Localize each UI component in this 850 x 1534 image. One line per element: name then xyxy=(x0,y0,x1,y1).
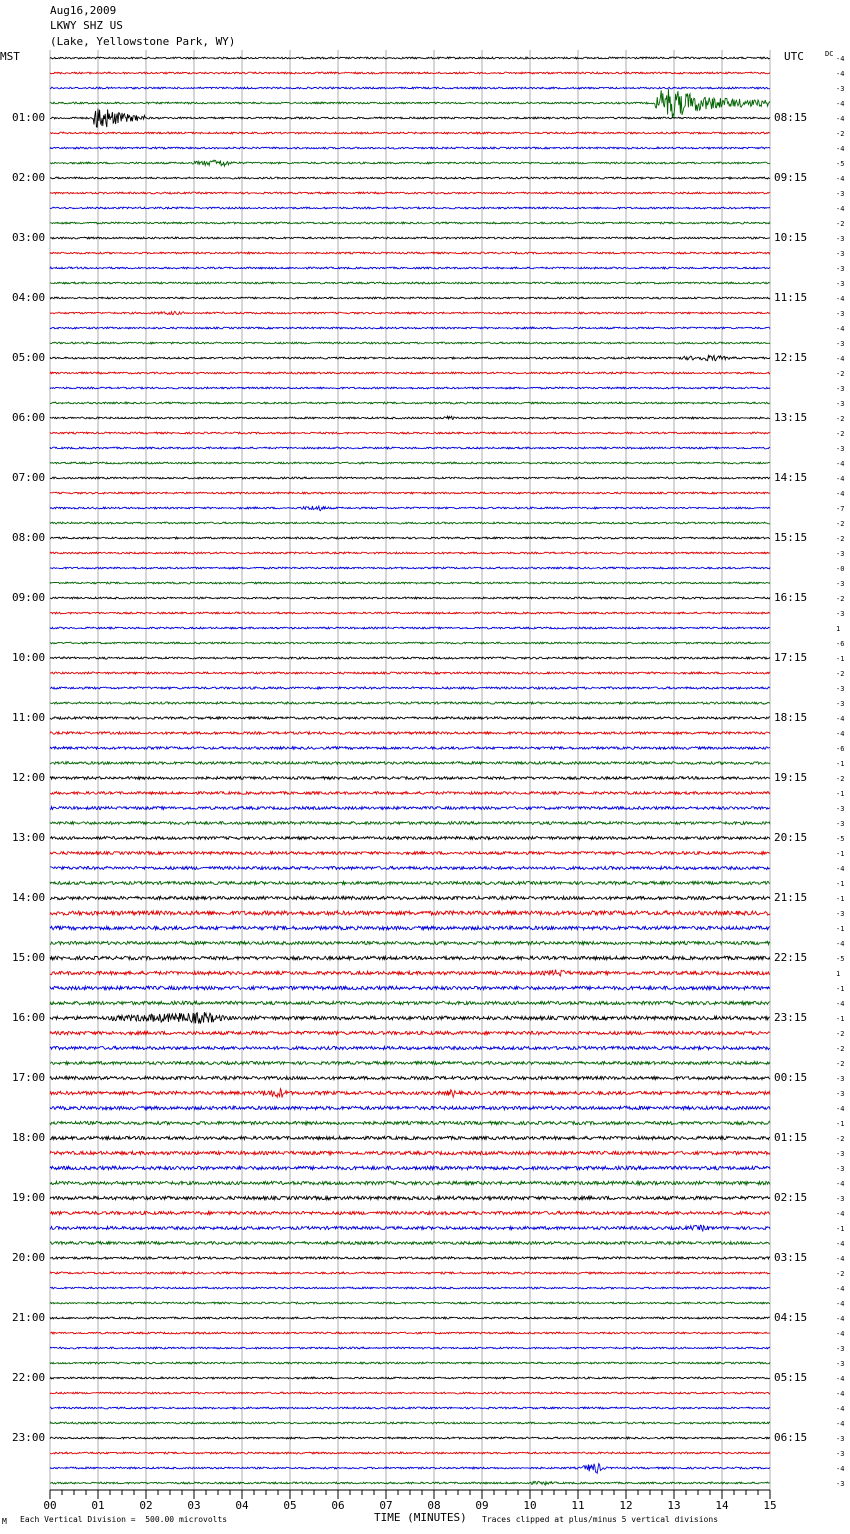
dc-offset-row-31: -2 xyxy=(836,520,845,528)
x-tick-label-07: 07 xyxy=(379,1499,393,1512)
dc-offset-row-32: -2 xyxy=(836,535,845,543)
trace-row-80 xyxy=(50,1257,770,1259)
right-hour-label: 12:15 xyxy=(774,351,808,364)
dc-offset-row-65: -2 xyxy=(836,1030,845,1038)
dc-offset-row-80: -4 xyxy=(836,1255,845,1263)
trace-row-46 xyxy=(50,747,770,750)
trace-row-72 xyxy=(50,1136,770,1139)
left-hour-label: 09:00 xyxy=(12,591,46,604)
trace-row-51 xyxy=(50,822,770,825)
right-hour-label: 02:15 xyxy=(774,1191,808,1204)
trace-row-63 xyxy=(50,1001,770,1004)
trace-row-28 xyxy=(50,477,770,479)
dc-offset-row-40: -1 xyxy=(836,655,845,663)
trace-row-30 xyxy=(50,506,770,511)
dc-offset-row-55: -1 xyxy=(836,880,845,888)
trace-row-14 xyxy=(50,267,770,269)
dc-offset-row-77: -4 xyxy=(836,1210,845,1218)
trace-row-55 xyxy=(50,882,770,885)
clip-note: Traces clipped at plus/minus 5 vertical divisions xyxy=(482,1515,719,1524)
dc-offset-row-16: -4 xyxy=(836,295,845,303)
trace-row-4 xyxy=(50,109,770,128)
dc-offset-row-41: -2 xyxy=(836,670,845,678)
dc-offset-row-57: -3 xyxy=(836,910,845,918)
left-hour-label: 14:00 xyxy=(12,891,46,904)
trace-row-45 xyxy=(50,732,770,735)
trace-row-34 xyxy=(50,567,770,569)
trace-row-8 xyxy=(50,177,770,179)
trace-row-43 xyxy=(50,702,770,704)
trace-row-57 xyxy=(50,911,770,915)
trace-row-27 xyxy=(50,462,770,464)
left-hour-label: 19:00 xyxy=(12,1191,46,1204)
dc-offset-row-85: -4 xyxy=(836,1330,845,1338)
trace-row-75 xyxy=(50,1181,770,1184)
dc-offset-row-25: -2 xyxy=(836,430,845,438)
dc-offset-row-89: -4 xyxy=(836,1390,845,1398)
dc-offset-row-74: -3 xyxy=(836,1165,845,1173)
right-hour-label: 15:15 xyxy=(774,531,808,544)
right-hour-label: 18:15 xyxy=(774,711,808,724)
right-hour-label: 09:15 xyxy=(774,171,808,184)
left-hour-label: 06:00 xyxy=(12,411,46,424)
trace-row-73 xyxy=(50,1151,770,1154)
trace-row-47 xyxy=(50,762,770,765)
trace-row-33 xyxy=(50,552,770,554)
left-hour-label: 07:00 xyxy=(12,471,46,484)
dc-offset-row-21: -2 xyxy=(836,370,845,378)
trace-row-70 xyxy=(50,1106,770,1109)
dc-offset-row-15: -3 xyxy=(836,280,845,288)
trace-row-22 xyxy=(50,387,770,389)
trace-row-7 xyxy=(50,160,770,166)
right-hour-label: 19:15 xyxy=(774,771,808,784)
x-axis-label: TIME (MINUTES) xyxy=(374,1511,467,1524)
trace-row-66 xyxy=(50,1046,770,1049)
dc-offset-row-67: -2 xyxy=(836,1060,845,1068)
left-hour-label: 22:00 xyxy=(12,1371,46,1384)
right-hour-label: 10:15 xyxy=(774,231,808,244)
x-tick-label-10: 10 xyxy=(523,1499,537,1512)
trace-row-18 xyxy=(50,327,770,329)
dc-offset-row-10: -4 xyxy=(836,205,845,213)
dc-offset-row-60: -5 xyxy=(836,955,845,963)
trace-row-13 xyxy=(50,252,770,254)
trace-row-48 xyxy=(50,777,770,780)
trace-row-64 xyxy=(50,1012,770,1023)
dc-offset-row-82: -4 xyxy=(836,1285,845,1293)
right-hour-label: 11:15 xyxy=(774,291,808,304)
x-tick-label-02: 02 xyxy=(139,1499,153,1512)
dc-offset-row-20: -4 xyxy=(836,355,845,363)
dc-offset-row-52: -5 xyxy=(836,835,845,843)
trace-row-9 xyxy=(50,192,770,194)
left-hour-label: 17:00 xyxy=(12,1071,46,1084)
trace-row-76 xyxy=(50,1196,770,1199)
dc-offset-row-8: -4 xyxy=(836,175,845,183)
left-hour-label: 13:00 xyxy=(12,831,46,844)
dc-offset-row-39: -6 xyxy=(836,640,845,648)
left-hour-label: 04:00 xyxy=(12,291,46,304)
x-tick-label-04: 04 xyxy=(235,1499,249,1512)
trace-row-1 xyxy=(50,72,770,74)
trace-row-19 xyxy=(50,342,770,344)
dc-offset-row-19: -3 xyxy=(836,340,845,348)
right-hour-label: 21:15 xyxy=(774,891,808,904)
dc-offset-row-90: -4 xyxy=(836,1405,845,1413)
trace-row-88 xyxy=(50,1377,770,1379)
dc-offset-row-7: -5 xyxy=(836,160,845,168)
x-tick-label-01: 01 xyxy=(91,1499,105,1512)
trace-row-23 xyxy=(50,402,770,404)
right-hour-label: 04:15 xyxy=(774,1311,808,1324)
dc-offset-row-78: -1 xyxy=(836,1225,845,1233)
dc-offset-row-0: -4 xyxy=(836,55,845,63)
left-hour-label: 15:00 xyxy=(12,951,46,964)
left-hour-label: 16:00 xyxy=(12,1011,46,1024)
trace-row-31 xyxy=(50,522,770,524)
dc-offset-row-43: -3 xyxy=(836,700,845,708)
dc-offset-row-79: -4 xyxy=(836,1240,845,1248)
x-tick-label-06: 06 xyxy=(331,1499,345,1512)
dc-offset-row-5: -2 xyxy=(836,130,845,138)
trace-row-79 xyxy=(50,1242,770,1245)
right-hour-label: 20:15 xyxy=(774,831,808,844)
trace-row-24 xyxy=(50,416,770,419)
trace-row-29 xyxy=(50,492,770,494)
dc-offset-row-13: -3 xyxy=(836,250,845,258)
trace-row-25 xyxy=(50,432,770,434)
trace-row-0 xyxy=(50,57,770,59)
x-tick-label-15: 15 xyxy=(763,1499,777,1512)
right-hour-label: 17:15 xyxy=(774,651,808,664)
trace-row-87 xyxy=(50,1362,770,1364)
x-tick-label-00: 00 xyxy=(43,1499,57,1512)
trace-row-89 xyxy=(50,1392,770,1394)
trace-row-77 xyxy=(50,1211,770,1214)
dc-offset-row-91: -4 xyxy=(836,1420,845,1428)
dc-offset-row-53: -1 xyxy=(836,850,845,858)
trace-row-11 xyxy=(50,222,770,224)
header-location: (Lake, Yellowstone Park, WY) xyxy=(50,35,236,48)
left-hour-label: 12:00 xyxy=(12,771,46,784)
trace-row-84 xyxy=(50,1317,770,1319)
dc-offset-row-29: -4 xyxy=(836,490,845,498)
dc-offset-row-87: -3 xyxy=(836,1360,845,1368)
right-hour-label: 03:15 xyxy=(774,1251,808,1264)
trace-row-37 xyxy=(50,612,770,614)
dc-offset-row-36: -2 xyxy=(836,595,845,603)
dc-offset-row-12: -3 xyxy=(836,235,845,243)
trace-row-36 xyxy=(50,597,770,599)
dc-offset-row-66: -2 xyxy=(836,1045,845,1053)
dc-offset-row-68: -3 xyxy=(836,1075,845,1083)
dc-offset-row-24: -2 xyxy=(836,415,845,423)
dc-offset-row-27: -4 xyxy=(836,460,845,468)
trace-row-15 xyxy=(50,282,770,284)
left-hour-label: 21:00 xyxy=(12,1311,46,1324)
right-hour-label: 08:15 xyxy=(774,111,808,124)
left-hour-label: 20:00 xyxy=(12,1251,46,1264)
dc-offset-row-62: -1 xyxy=(836,985,845,993)
trace-row-74 xyxy=(50,1166,770,1170)
trace-row-90 xyxy=(50,1407,770,1409)
x-tick-label-05: 05 xyxy=(283,1499,297,1512)
dc-offset-row-4: -4 xyxy=(836,115,845,123)
vertical-division-note: Each Vertical Division = 500.00 microvolts xyxy=(20,1515,228,1524)
trace-row-93 xyxy=(50,1452,770,1454)
trace-row-91 xyxy=(50,1422,770,1424)
trace-row-82 xyxy=(50,1287,770,1289)
dc-offset-row-63: -4 xyxy=(836,1000,845,1008)
dc-offset-row-45: -4 xyxy=(836,730,845,738)
dc-offset-row-95: -3 xyxy=(836,1480,845,1488)
trace-row-20 xyxy=(50,356,770,361)
trace-row-38 xyxy=(50,627,770,629)
header-date: Aug16,2009 xyxy=(50,4,117,17)
dc-offset-row-11: -2 xyxy=(836,220,845,228)
dc-offset-row-70: -4 xyxy=(836,1105,845,1113)
time-axis xyxy=(43,1490,776,1512)
left-hour-label: 11:00 xyxy=(12,711,46,724)
dc-offset-row-48: -2 xyxy=(836,775,845,783)
x-tick-label-11: 11 xyxy=(571,1499,585,1512)
dc-offset-row-86: -3 xyxy=(836,1345,845,1353)
dc-offset-row-23: -3 xyxy=(836,400,845,408)
trace-row-5 xyxy=(50,132,770,134)
dc-offset-row-76: -3 xyxy=(836,1195,845,1203)
left-hour-label: 05:00 xyxy=(12,351,46,364)
right-hour-label: 00:15 xyxy=(774,1071,808,1084)
left-hour-label: 08:00 xyxy=(12,531,46,544)
trace-row-32 xyxy=(50,537,770,539)
trace-row-17 xyxy=(50,311,770,314)
dc-column-label: DC xyxy=(825,50,834,58)
dc-offset-row-28: -4 xyxy=(836,475,845,483)
dc-offset-row-72: -2 xyxy=(836,1135,845,1143)
dc-offset-row-34: -0 xyxy=(836,565,845,573)
trace-row-6 xyxy=(50,147,770,149)
dc-offset-row-17: -3 xyxy=(836,310,845,318)
dc-offset-row-14: -3 xyxy=(836,265,845,273)
right-hour-label: 01:15 xyxy=(774,1131,808,1144)
dc-offset-row-64: -1 xyxy=(836,1015,845,1023)
header-station: LKWY SHZ US xyxy=(50,19,123,32)
dc-offset-row-73: -3 xyxy=(836,1150,845,1158)
trace-row-92 xyxy=(50,1437,770,1439)
x-tick-label-12: 12 xyxy=(619,1499,633,1512)
dc-offset-row-9: -3 xyxy=(836,190,845,198)
dc-offset-row-88: -4 xyxy=(836,1375,845,1383)
trace-row-10 xyxy=(50,207,770,209)
left-hour-label: 02:00 xyxy=(12,171,46,184)
trace-row-26 xyxy=(50,447,770,449)
right-hour-label: 13:15 xyxy=(774,411,808,424)
dc-offset-row-38: 1 xyxy=(836,625,841,633)
dc-offset-row-1: -4 xyxy=(836,70,845,78)
dc-offset-row-22: -3 xyxy=(836,385,845,393)
trace-row-83 xyxy=(50,1302,770,1304)
trace-row-61 xyxy=(50,970,770,977)
trace-row-86 xyxy=(50,1347,770,1349)
trace-row-78 xyxy=(50,1225,770,1231)
x-tick-label-09: 09 xyxy=(475,1499,489,1512)
dc-offset-row-49: -1 xyxy=(836,790,845,798)
left-hour-label: 18:00 xyxy=(12,1131,46,1144)
dc-offset-row-33: -3 xyxy=(836,550,845,558)
trace-row-56 xyxy=(50,896,770,899)
trace-row-39 xyxy=(50,642,770,644)
right-hour-label: 23:15 xyxy=(774,1011,808,1024)
right-hour-label: 06:15 xyxy=(774,1431,808,1444)
trace-row-3 xyxy=(50,89,770,118)
dc-offset-row-83: -4 xyxy=(836,1300,845,1308)
left-timezone-label: MST xyxy=(0,50,20,63)
dc-offset-row-61: 1 xyxy=(836,970,841,978)
trace-row-58 xyxy=(50,926,770,930)
trace-row-68 xyxy=(50,1076,770,1079)
right-hour-label: 16:15 xyxy=(774,591,808,604)
x-tick-label-03: 03 xyxy=(187,1499,201,1512)
dc-offset-row-35: -3 xyxy=(836,580,845,588)
trace-row-85 xyxy=(50,1332,770,1334)
trace-row-59 xyxy=(50,941,770,944)
trace-row-12 xyxy=(50,237,770,239)
trace-row-50 xyxy=(50,807,770,810)
x-tick-label-13: 13 xyxy=(667,1499,681,1512)
dc-offset-row-71: -1 xyxy=(836,1120,845,1128)
trace-row-94 xyxy=(50,1464,770,1474)
dc-offset-row-47: -1 xyxy=(836,760,845,768)
trace-row-60 xyxy=(50,956,770,959)
trace-row-40 xyxy=(50,657,770,659)
right-hour-label: 22:15 xyxy=(774,951,808,964)
x-tick-label-14: 14 xyxy=(715,1499,729,1512)
dc-offset-row-30: -7 xyxy=(836,505,845,513)
trace-row-71 xyxy=(50,1121,770,1124)
dc-offset-row-18: -4 xyxy=(836,325,845,333)
dc-offset-row-93: -3 xyxy=(836,1450,845,1458)
dc-offset-row-2: -3 xyxy=(836,85,845,93)
right-timezone-label: UTC xyxy=(784,50,804,63)
right-hour-label: 14:15 xyxy=(774,471,808,484)
x-tick-label-08: 08 xyxy=(427,1499,441,1512)
dc-offset-row-84: -4 xyxy=(836,1315,845,1323)
trace-row-35 xyxy=(50,582,770,584)
dc-offset-row-94: -4 xyxy=(836,1465,845,1473)
left-hour-label: 23:00 xyxy=(12,1431,46,1444)
dc-offset-row-81: -2 xyxy=(836,1270,845,1278)
trace-row-69 xyxy=(50,1089,770,1098)
dc-offset-row-59: -4 xyxy=(836,940,845,948)
dc-offset-row-54: -4 xyxy=(836,865,845,873)
seismic-traces xyxy=(50,57,770,1485)
dc-offset-row-3: -4 xyxy=(836,100,845,108)
left-hour-label: 10:00 xyxy=(12,651,46,664)
trace-row-49 xyxy=(50,792,770,795)
dc-offset-row-92: -3 xyxy=(836,1435,845,1443)
trace-row-54 xyxy=(50,867,770,870)
right-hour-label: 05:15 xyxy=(774,1371,808,1384)
trace-row-53 xyxy=(50,852,770,855)
dc-offset-row-75: -4 xyxy=(836,1180,845,1188)
dc-offset-row-58: -1 xyxy=(836,925,845,933)
trace-row-2 xyxy=(50,87,770,89)
trace-row-81 xyxy=(50,1272,770,1274)
trace-row-65 xyxy=(50,1031,770,1034)
trace-row-44 xyxy=(50,717,770,719)
trace-row-21 xyxy=(50,372,770,374)
dc-offset-row-6: -4 xyxy=(836,145,845,153)
trace-row-16 xyxy=(50,297,770,299)
trace-row-52 xyxy=(50,837,770,840)
trace-row-67 xyxy=(50,1062,770,1065)
dc-offset-row-69: -3 xyxy=(836,1090,845,1098)
minute-gridlines xyxy=(50,50,770,1491)
dc-offset-row-26: -3 xyxy=(836,445,845,453)
trace-row-95 xyxy=(50,1481,770,1485)
dc-offset-row-42: -3 xyxy=(836,685,845,693)
dc-offset-row-37: -3 xyxy=(836,610,845,618)
trace-row-42 xyxy=(50,687,770,689)
left-hour-label: 01:00 xyxy=(12,111,46,124)
scale-mark: M xyxy=(2,1517,7,1526)
dc-offset-row-44: -4 xyxy=(836,715,845,723)
dc-offset-row-56: -1 xyxy=(836,895,845,903)
left-hour-label: 03:00 xyxy=(12,231,46,244)
trace-row-41 xyxy=(50,672,770,674)
dc-offset-row-46: -6 xyxy=(836,745,845,753)
dc-offset-row-50: -3 xyxy=(836,805,845,813)
dc-offset-row-51: -3 xyxy=(836,820,845,828)
trace-row-62 xyxy=(50,986,770,990)
